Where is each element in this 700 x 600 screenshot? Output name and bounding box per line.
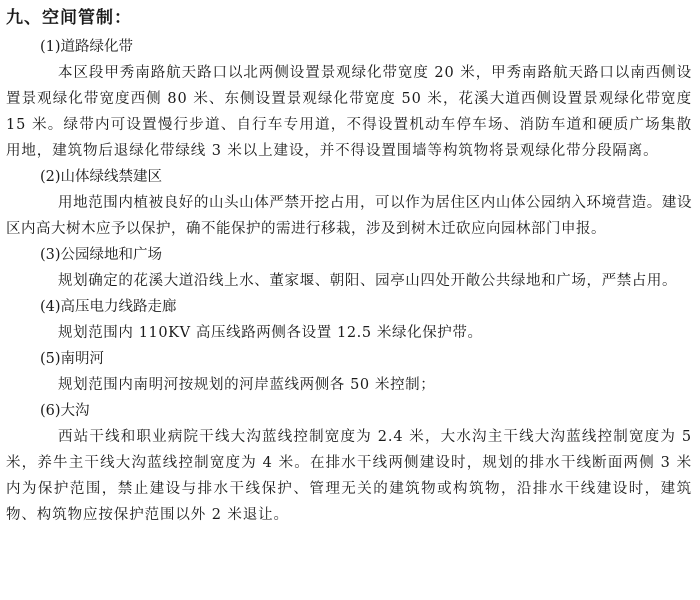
- item-heading-nanming-river: (5)南明河: [40, 351, 105, 367]
- item-text-big-ditch: 西站干线和职业病院干线大沟蓝线控制宽度为 2.4 米，大水沟主干线大沟蓝线控制宽度为 5 米，养牛主干线大沟蓝线控制宽度为 4 米。在排水干线两侧建设时，规划的排水干线断面两侧 3 米内为保护范围，禁止建设与排水干线保护、管理无关的建筑物或构筑物，沿排水干线建设时，建筑物、构筑物应按保护范围以外 2 米退让。: [6, 429, 692, 523]
- item-text-park-plaza: 规划确定的花溪大道沿线上水、董家堰、朝阳、园亭山四处开敞公共绿地和广场，严禁占用。: [58, 273, 678, 289]
- item-text-road-greenbelt: 本区段甲秀南路航天路口以北两侧设置景观绿化带宽度 20 米，甲秀南路航天路口以南西侧设置景观绿化带宽度西侧 80 米、东侧设置景观绿化带宽度 50 米，花溪大道西侧设置景观绿化带宽度 15 米。绿带内可设置慢行步道、自行车专用道，不得设置机动车停车场、消防车道和硬质广场集散用地，建筑物后退绿化带绿线 3 米以上建设，并不得设置围墙等构筑物将景观绿化带分段隔离。: [6, 65, 692, 159]
- item-text-power-corridor: 规划范围内 110KV 高压线路两侧各设置 12.5 米绿化保护带。: [58, 325, 483, 341]
- section-title: 九、空间管制：: [6, 8, 132, 28]
- item-heading-power-corridor: (4)高压电力线路走廊: [40, 299, 177, 315]
- item-text-mountain-greenline: 用地范围内植被良好的山头山体严禁开挖占用，可以作为居住区内山体公园纳入环境营造。建设区内高大树木应予以保护，确不能保护的需进行移栽，涉及到树木迁砍应向园林部门申报。: [6, 195, 692, 237]
- item-text-nanming-river: 规划范围内南明河按规划的河岸蓝线两侧各 50 米控制；: [58, 377, 436, 393]
- item-heading-mountain-greenline: (2)山体绿线禁建区: [40, 169, 163, 185]
- item-heading-road-greenbelt: (1)道路绿化带: [40, 39, 134, 55]
- item-heading-park-plaza: (3)公园绿地和广场: [40, 247, 163, 263]
- item-heading-big-ditch: (6)大沟: [40, 403, 90, 419]
